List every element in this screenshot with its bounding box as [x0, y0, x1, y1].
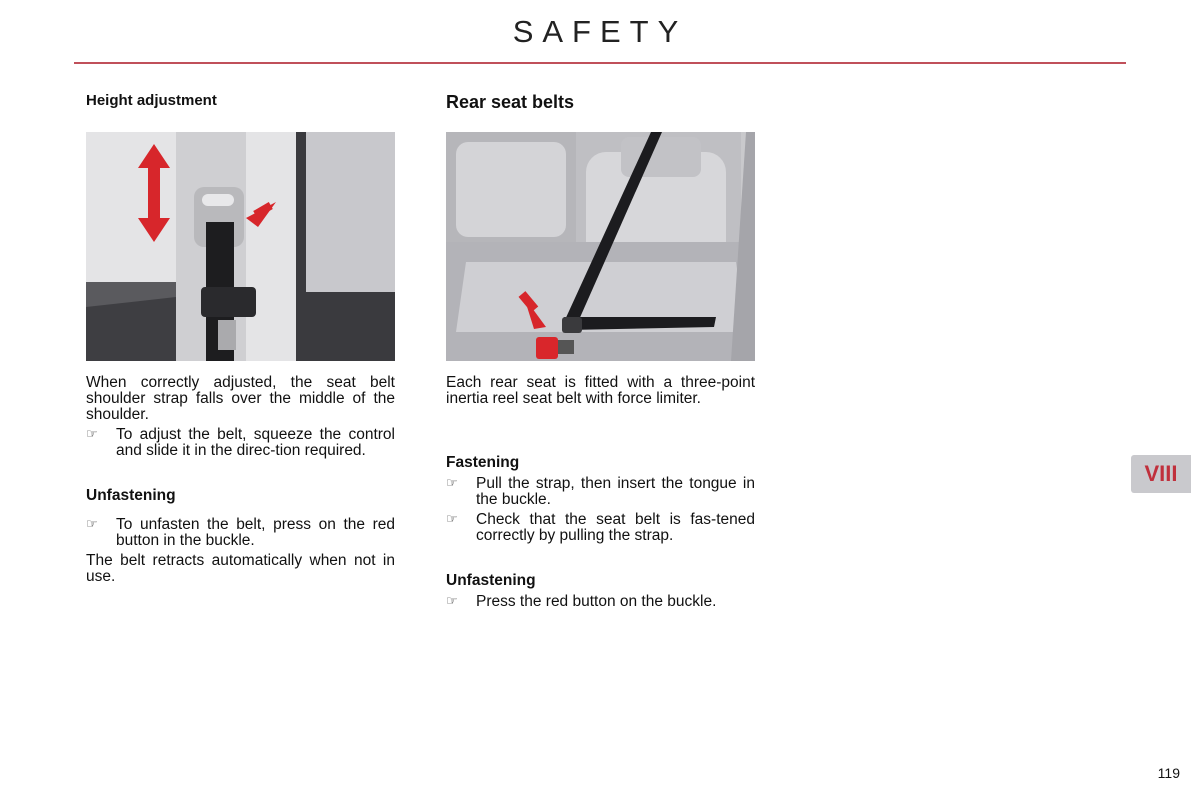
fastening-bullet-2-text: Check that the seat belt is fas-tened correctly by pulling the strap.	[476, 511, 755, 544]
left-unfastening-heading: Unfastening	[86, 487, 176, 504]
height-adjustment-text	[86, 375, 395, 585]
fastening-bullet-1	[446, 476, 755, 508]
middle-unfastening-bullet	[446, 594, 755, 610]
left-outro: The belt retracts automatically when not in use.	[86, 552, 395, 585]
hand-pointer-icon: ☞	[86, 517, 98, 532]
middle-unfastening-bullet-text: Press the red button on the buckle.	[476, 593, 717, 610]
height-adjustment-intro: When correctly adjusted, the seat belt shoulder strap falls over the middle of the shoulder.	[86, 374, 395, 423]
height-adjustment-photo	[86, 132, 395, 361]
rear-seat-belts-text	[446, 375, 755, 610]
chapter-tab: VIII	[1131, 455, 1191, 493]
left-unfastening-bullet	[86, 517, 395, 549]
title-divider	[74, 62, 1126, 64]
left-unfastening-bullet-text: To unfasten the belt, press on the red button in the buckle.	[116, 516, 395, 549]
fastening-bullet-2	[446, 512, 755, 544]
rear-seat-photo	[446, 132, 755, 361]
page-title: SAFETY	[512, 14, 688, 49]
middle-unfastening-heading: Unfastening	[446, 572, 536, 589]
rear-seat-belts-intro: Each rear seat is fitted with a three-point inertia reel seat belt with force limiter.	[446, 374, 755, 407]
hand-pointer-icon: ☞	[446, 476, 458, 491]
height-adjustment-bullet-text: To adjust the belt, squeeze the control and slide it in the direc-tion required.	[116, 426, 395, 459]
fastening-heading: Fastening	[446, 454, 520, 471]
hand-pointer-icon: ☞	[446, 594, 458, 609]
rear-seat-belts-heading: Rear seat belts	[446, 92, 575, 112]
height-adjustment-bullet	[86, 427, 395, 459]
fastening-bullet-1-text: Pull the strap, then insert the tongue in the buckle.	[476, 475, 755, 508]
hand-pointer-icon: ☞	[446, 512, 458, 527]
height-adjustment-heading: Height adjustment	[86, 92, 217, 109]
page-number: 119	[1157, 765, 1180, 781]
hand-pointer-icon: ☞	[86, 427, 98, 442]
